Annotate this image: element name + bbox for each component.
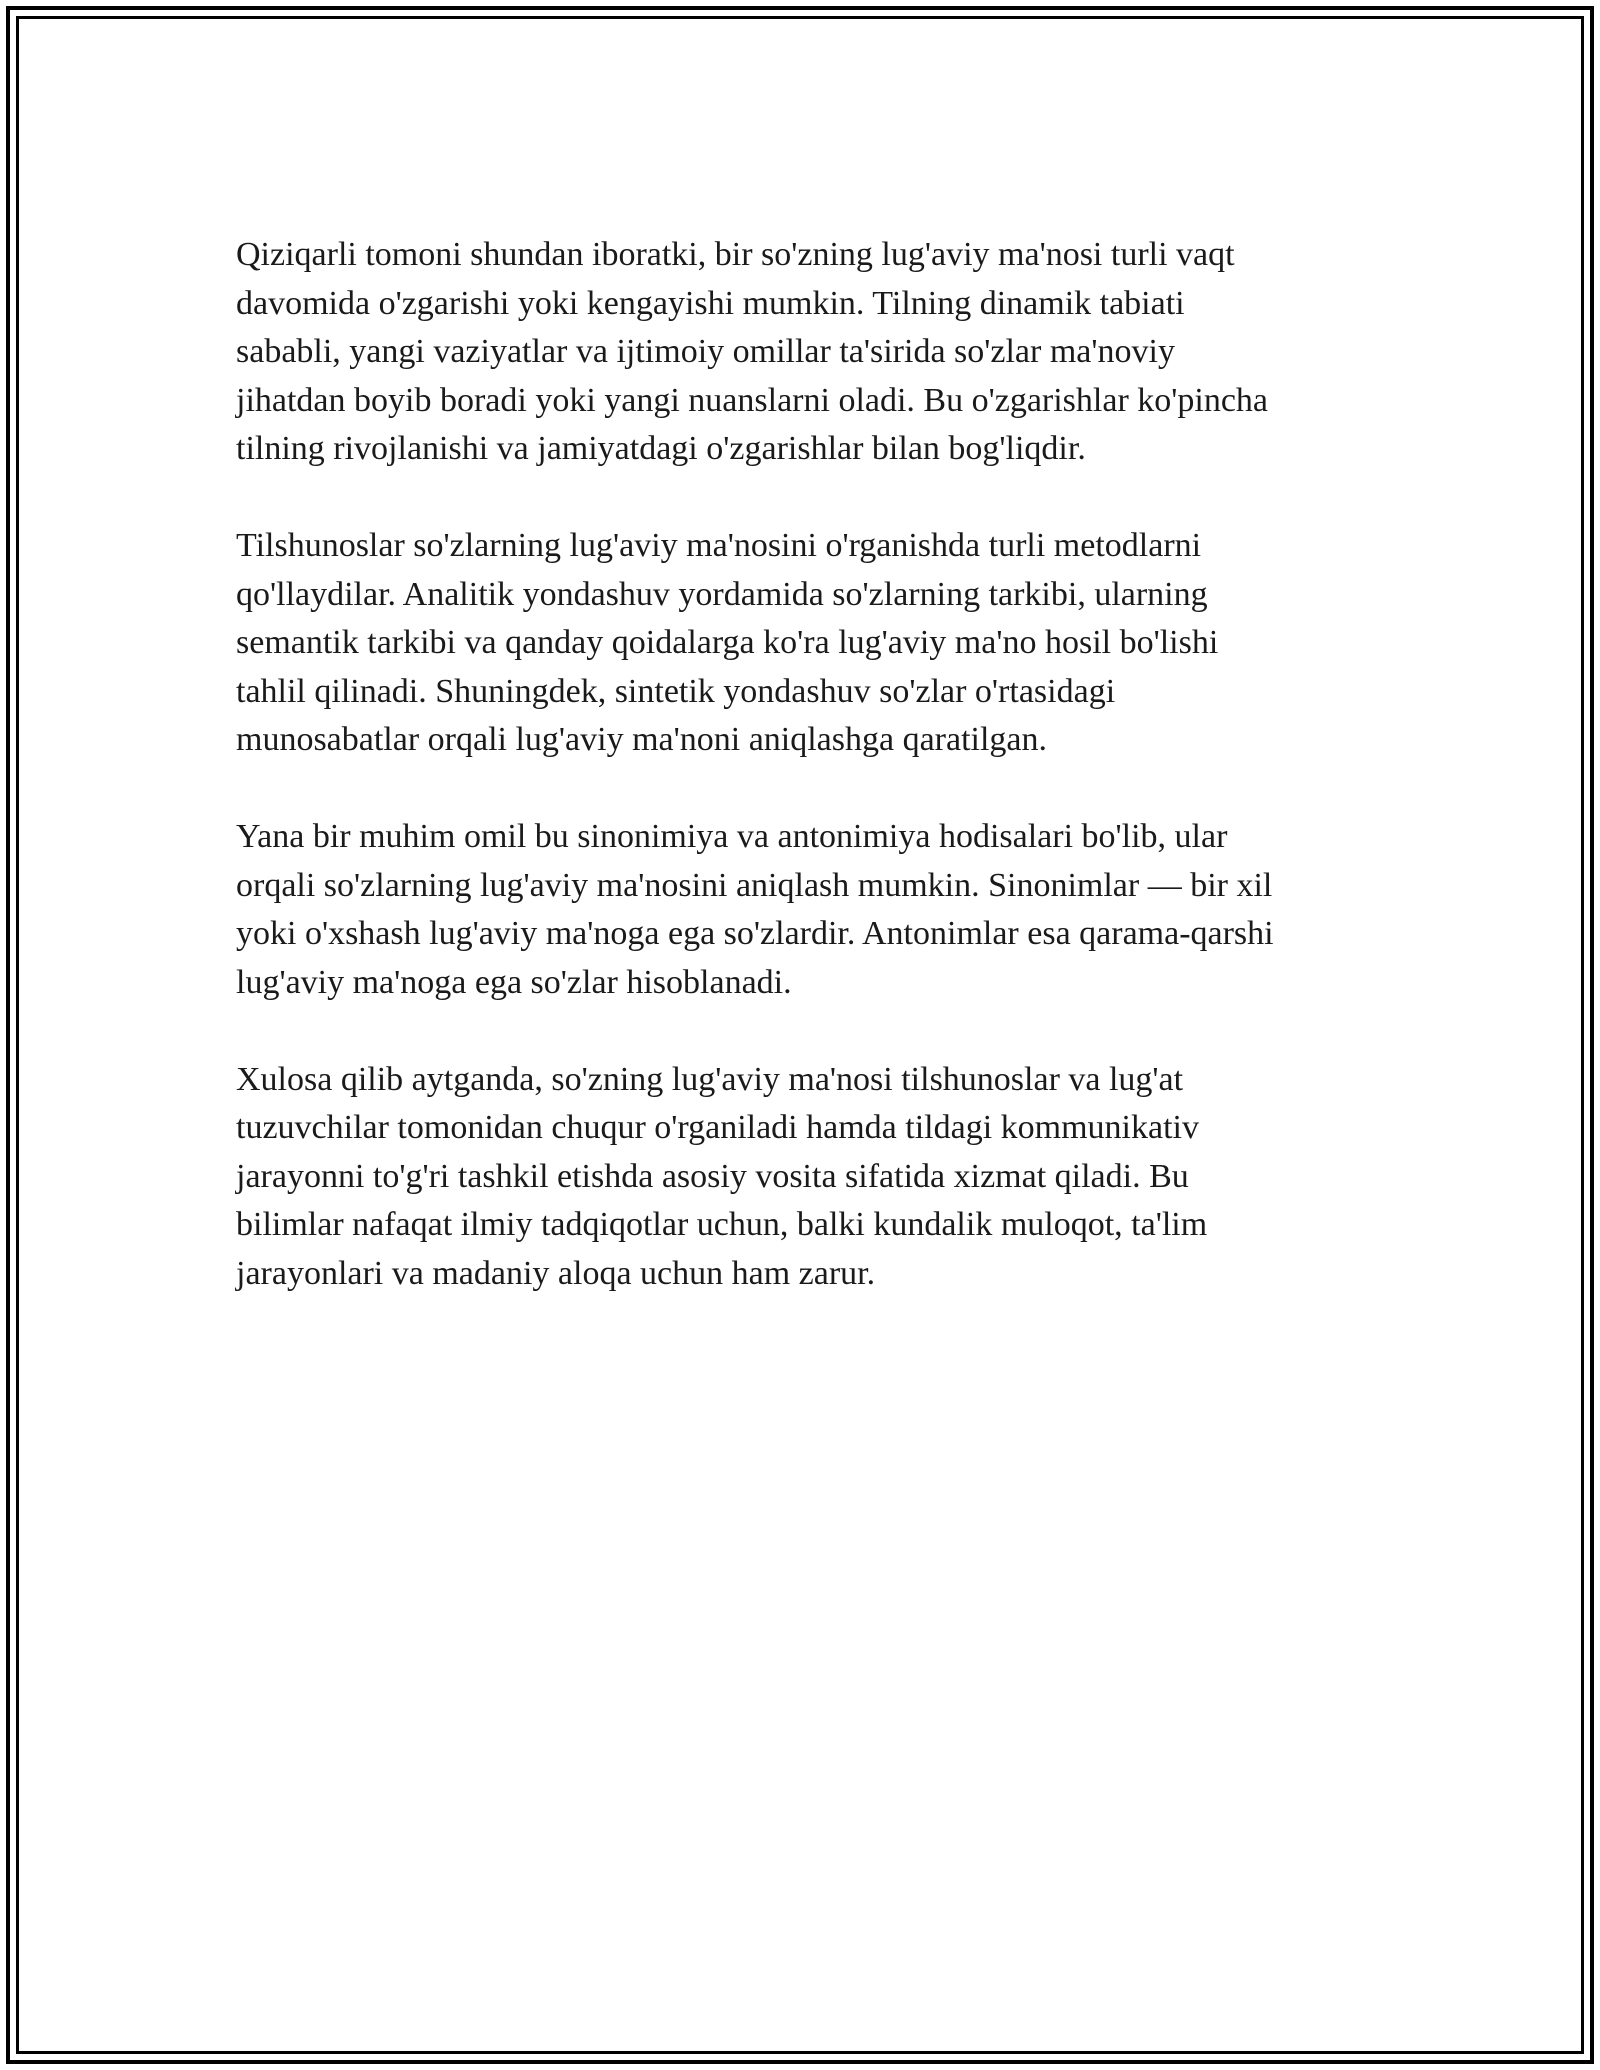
paragraph: Qiziqarli tomoni shundan iboratki, bir so'zning lug'aviy ma'nosi turli vaqt davomida o'zgarishi yoki kengayishi mumkin. Tilning dinamik tabiati sababli, yangi vaziyatlar va ijtimoiy omillar ta'sirida so'zlar ma'noviy jihatdan boyib boradi yoki yangi nuanslarni oladi. Bu o'zgarishlar ko'pincha tilning rivojlanishi va jamiyatdagi o'zgarishlar bilan bog'liqdir. (236, 236, 1269, 467)
paragraph: Yana bir muhim omil bu sinonimiya va antonimiya hodisalari bo'lib, ular orqali so'zlarning lug'aviy ma'nosini aniqlash mumkin. Sinonimlar — bir xil yoki o'xshash lug'aviy ma'noga ega so'zlardir. Antonimlar esa qarama-qarshi lug'aviy ma'noga ega so'zlar hisoblanadi. (236, 818, 1274, 1001)
paragraph: Tilshunoslar so'zlarning lug'aviy ma'nosini o'rganishda turli metodlarni qo'llaydilar. Analitik yondashuv yordamida so'zlarning tarkibi, ularning semantik tarkibi va qanday qoidalarga ko'ra lug'aviy ma'no hosil bo'lishi tahlil qilinadi. Shuningdek, sintetik yondashuv so'zlar o'rtasidagi munosabatlar orqali lug'aviy ma'noni aniqlashga qaratilgan. (236, 527, 1219, 758)
document-body (236, 231, 1376, 1347)
paragraph: Xulosa qilib aytganda, so'zning lug'aviy ma'nosi tilshunoslar va lug'at tuzuvchilar tomonidan chuqur o'rganiladi hamda tildagi kommunikativ jarayonni to'g'ri tashkil etishda asosiy vosita sifatida xizmat qiladi. Bu bilimlar nafaqat ilmiy tadqiqotlar uchun, balki kundalik muloqot, ta'lim jarayonlari va madaniy aloqa uchun ham zarur. (236, 1060, 1208, 1292)
